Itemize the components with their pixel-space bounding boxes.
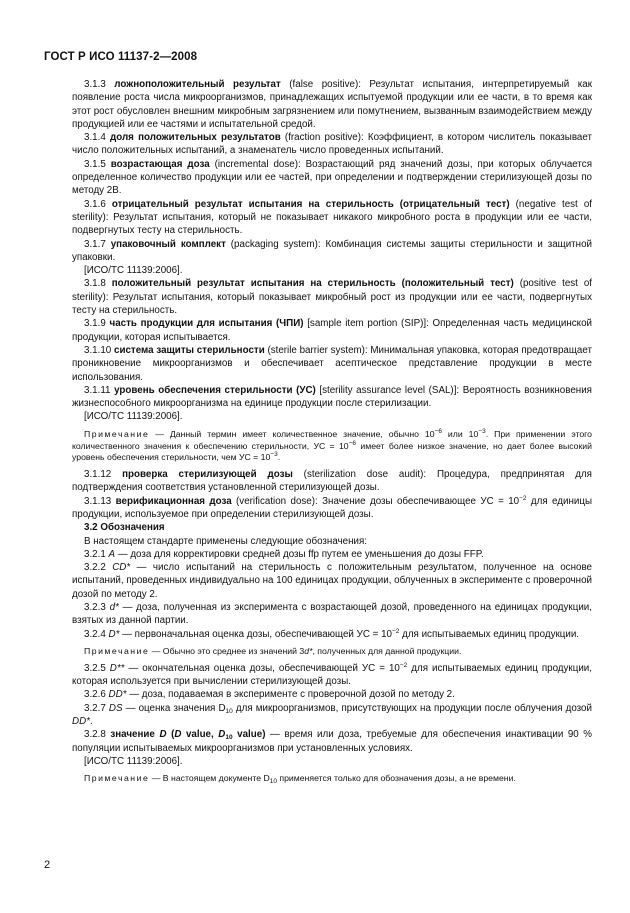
clause-3-2-2: 3.2.2 CD* — число испытаний на стерильность с положительным результатом, полученное на основе испытаний, проведенных индивидуально на 100 единицах продукции, облученных в эксперименте с проверочной дозой по методу 2. <box>72 562 592 600</box>
reference: [ИСО/ТС 11139:2006]. <box>84 755 183 767</box>
clause-3-1-13: 3.1.13 верификационная доза (verification dose): Значение дозы обеспечивающее УС = $10^{-2}$ для единицы продукции, используемое при определении стерилизующей дозы. <box>72 494 592 520</box>
section-heading-3-2: 3.2 Обозначения <box>84 522 165 534</box>
document-header: ГОСТ Р ИСО 11137-2—2008 <box>44 51 198 63</box>
term: положительный результат испытания на стерильность (положительный тест) <box>111 278 514 290</box>
clause-3-2-8: 3.2.8 значение D (D value, $D_{10}$ value) — время или доза, требуемые для обеспечения инактивации 90 % популяции испытываемых микроорганизмов при установленных условиях. <box>72 729 592 754</box>
clause-3-1-8: 3.1.8 положительный результат испытания на стерильность (положительный тест) (positive test of sterility): Результат испытания, который показывает микробный рост из продукции или ее части, подвергнутых тесту на стерильность. <box>72 278 592 317</box>
page-number: 2 <box>44 859 51 871</box>
clause-3-1-6: 3.1.6 отрицательный результат испытания на стерильность (отрицательный тест) (negative test of sterility): Результат испытания, который не показывает никакого микробного роста в продукции или ее части, подвергнутых тесту на стерильность. <box>72 198 592 237</box>
term: уровень обеспечения стерильности (УС) <box>114 384 316 396</box>
term: ложноположительный результат <box>114 79 281 90</box>
clause-3-2-1: 3.2.1 A — доза для корректировки средней дозы ffp путем ее уменьшения до дозы FFP. <box>84 548 484 560</box>
note: Примечание — Данный термин имеет количественное значение, обычно $10^{-6}$ или $10^{-3}$. При применении этого количественного значения к обеспечению стерильности, УС = $10^{-6}$ имеет более низкое значение, но дает более высокий уровень обеспечения стерильности, чем УС = $10^{-3}$. <box>72 427 593 463</box>
reference: [ИСО/ТС 11139:2006]. <box>84 265 183 277</box>
clause-3-2-4: 3.2.4 D* — первоначальная оценка дозы, обеспечивающей УС = $10^{-2}$ для испытываемых единиц продукции. <box>84 627 580 640</box>
term: возрастающая доза <box>110 158 210 170</box>
document-body <box>72 78 592 789</box>
term: доля положительных результатов <box>109 132 281 144</box>
term: проверка стерилизующей дозы <box>122 469 293 481</box>
section-intro: В настоящем стандарте применены следующие обозначения: <box>84 535 368 547</box>
term: верификационная доза <box>115 495 232 507</box>
clause-3-1-4: 3.1.4 доля положительных результатов (fraction positive): Коэффициент, в котором числитель показывает число положительных испытаний, а знаменатель число проведенных испытаний. <box>72 132 592 157</box>
term: упаковочный комплект <box>110 238 226 250</box>
note: Примечание — В настоящем документе $D_{10}$ применяется только для обозначения дозы, а не времени. <box>84 773 516 786</box>
clause-3-1-12: 3.1.12 проверка стерилизующей дозы (sterilization dose audit): Процедура, предпринятая для подтверждения соответствия установленной стерилизующей дозы. <box>72 469 592 494</box>
clause-3-1-10: 3.1.10 система защиты стерильности (sterile barrier system): Минимальная упаковка, которая предотвращает проникновение микроорганизмов и обеспечивает асептическое представление продукции в месте использования. <box>72 344 592 383</box>
clause-3-1-11: 3.1.11 уровень обеспечения стерильности (УС) [sterility assurance level (SAL)]: Вероятность возникновения жизнеспособного микроорганизма на единице продукции после стерилизации. <box>72 384 592 410</box>
term: отрицательный результат испытания на стерильность (отрицательный тест) <box>111 198 510 210</box>
clause-3-2-3: 3.2.3 d* — доза, полученная из эксперимента с возрастающей дозой, проведенного на единицах продукции, взятых из данной партии. <box>72 602 592 627</box>
clause-3-2-6: 3.2.6 DD* — доза, подаваемая в эксперименте с проверочной дозой по методу 2. <box>84 689 455 701</box>
clause-3-1-5: 3.1.5 возрастающая доза (incremental dose): Возрастающий ряд значений дозы, при которых облучается определенное количество продукции или ее частей, при определении и подтверждении стерилизующей дозы по методу 2В. <box>72 158 592 197</box>
clause-3-1-7: 3.1.7 упаковочный комплект (packaging system): Комбинация системы защиты стерильности и защитной упаковки. <box>72 238 592 263</box>
term: система защиты стерильности <box>114 344 265 356</box>
clause-3-1-9: 3.1.9 часть продукции для испытания (ЧПИ) [sample item portion (SIP)]: Определенная часть медицинской продукции, которая испытывается. <box>72 318 592 343</box>
term: значение D (D value, $D_{10}$ value) <box>110 729 266 742</box>
term: часть продукции для испытания (ЧПИ) <box>109 318 304 330</box>
clause-3-1-3: 3.1.3 ложноположительный результат (false positive): Результат испытания, интерпретируемый как появление роста числа микроорганизмов, принадлежащих испытуемой продукции или ее части, в то время как этот рост обусловлен внешним микробным загрязнением или помутнением, вызванным взаимодействием между продукцией или ее частями и испытательной средой. <box>72 79 592 130</box>
note: Примечание — Обычно это среднее из значений 3d*, полученных для данной продукции. <box>84 645 462 656</box>
clause-3-2-5: 3.2.5 D** — окончательная оценка дозы, обеспечивающей УС = $10^{-2}$ для испытываемых единиц продукции, которая используется при вычислении стерилизующей дозы. <box>72 661 592 688</box>
reference: [ИСО/ТС 11139:2006]. <box>84 411 183 423</box>
clause-3-2-7: 3.2.7 DS — оценка значения $D_{10}$ для микроорганизмов, присутствующих на продукции после облучения дозой DD*. <box>72 702 592 727</box>
